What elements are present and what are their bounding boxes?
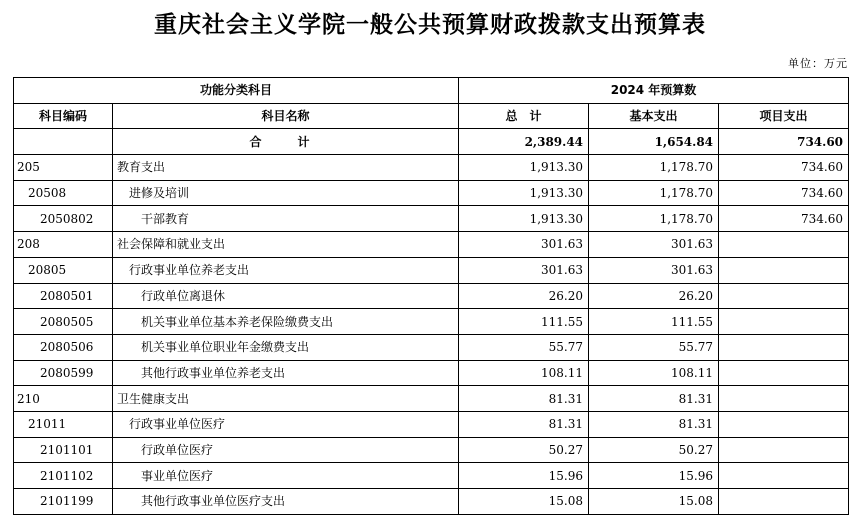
table-row [14, 411, 849, 437]
table-row [14, 309, 849, 335]
row-total: 81.31 [459, 386, 589, 412]
row-total: 111.55 [459, 309, 589, 335]
row-basic: 15.08 [589, 489, 719, 515]
table-row [14, 206, 849, 232]
row-name: 行政单位医疗 [113, 437, 459, 463]
row-basic: 1,178.70 [589, 206, 719, 232]
row-name: 进修及培训 [113, 180, 459, 206]
row-code: 2080506 [14, 334, 113, 360]
header-project: 项目支出 [719, 103, 849, 129]
header-row-columns [14, 103, 849, 129]
row-code: 2080501 [14, 283, 113, 309]
row-total: 301.63 [459, 232, 589, 258]
row-basic: 55.77 [589, 334, 719, 360]
row-code: 2050802 [14, 206, 113, 232]
row-basic: 301.63 [589, 257, 719, 283]
row-project [719, 411, 849, 437]
page-title: 重庆社会主义学院一般公共预算财政拨款支出预算表 [154, 11, 706, 38]
row-code: 208 [14, 232, 113, 258]
row-code: 210 [14, 386, 113, 412]
row-basic: 1,178.70 [589, 180, 719, 206]
row-total: 108.11 [459, 360, 589, 386]
row-project: 734.60 [719, 206, 849, 232]
row-code: 21011 [14, 411, 113, 437]
row-total: 1,913.30 [459, 155, 589, 181]
row-name: 行政事业单位养老支出 [113, 257, 459, 283]
table-row [14, 463, 849, 489]
row-total: 1,913.30 [459, 206, 589, 232]
row-name: 其他行政事业单位医疗支出 [113, 489, 459, 515]
total-project: 734.60 [719, 129, 849, 155]
row-total: 15.08 [459, 489, 589, 515]
total-total: 2,389.44 [459, 129, 589, 155]
row-name: 机关事业单位职业年金缴费支出 [113, 334, 459, 360]
row-project [719, 489, 849, 515]
row-project [719, 232, 849, 258]
row-basic: 81.31 [589, 386, 719, 412]
row-code: 2101102 [14, 463, 113, 489]
row-name: 机关事业单位基本养老保险缴费支出 [113, 309, 459, 335]
row-name: 行政单位离退休 [113, 283, 459, 309]
row-code: 2080599 [14, 360, 113, 386]
total-basic: 1,654.84 [589, 129, 719, 155]
row-total: 55.77 [459, 334, 589, 360]
table-row [14, 257, 849, 283]
table-row [14, 489, 849, 515]
row-total: 81.31 [459, 411, 589, 437]
total-row [14, 129, 849, 155]
row-name: 行政事业单位医疗 [113, 411, 459, 437]
row-name: 其他行政事业单位养老支出 [113, 360, 459, 386]
row-name: 卫生健康支出 [113, 386, 459, 412]
row-basic: 108.11 [589, 360, 719, 386]
row-total: 1,913.30 [459, 180, 589, 206]
header-name: 科目名称 [113, 103, 459, 129]
row-code: 205 [14, 155, 113, 181]
table-row [14, 232, 849, 258]
header-basic: 基本支出 [589, 103, 719, 129]
row-project [719, 283, 849, 309]
table-row [14, 180, 849, 206]
row-basic: 301.63 [589, 232, 719, 258]
header-function-category: 功能分类科目 [14, 78, 459, 104]
budget-table [13, 77, 849, 515]
row-project [719, 437, 849, 463]
row-project: 734.60 [719, 180, 849, 206]
row-project [719, 463, 849, 489]
table-row [14, 386, 849, 412]
row-basic: 1,178.70 [589, 155, 719, 181]
total-code-cell [14, 129, 113, 155]
table-row [14, 437, 849, 463]
row-project: 734.60 [719, 155, 849, 181]
row-name: 社会保障和就业支出 [113, 232, 459, 258]
row-total: 15.96 [459, 463, 589, 489]
row-basic: 26.20 [589, 283, 719, 309]
table-row [14, 334, 849, 360]
header-total: 总 计 [459, 103, 589, 129]
row-code: 2101101 [14, 437, 113, 463]
header-code: 科目编码 [14, 103, 113, 129]
row-total: 301.63 [459, 257, 589, 283]
row-code: 20508 [14, 180, 113, 206]
row-basic: 15.96 [589, 463, 719, 489]
row-total: 26.20 [459, 283, 589, 309]
row-code: 20805 [14, 257, 113, 283]
unit-label: 单位：万元 [788, 57, 848, 70]
row-name: 干部教育 [113, 206, 459, 232]
row-basic: 111.55 [589, 309, 719, 335]
row-code: 2101199 [14, 489, 113, 515]
row-project [719, 334, 849, 360]
row-project [719, 309, 849, 335]
header-budget-year: 2024 年预算数 [459, 78, 849, 104]
row-name: 教育支出 [113, 155, 459, 181]
row-name: 事业单位医疗 [113, 463, 459, 489]
row-project [719, 257, 849, 283]
table-row [14, 155, 849, 181]
row-project [719, 360, 849, 386]
header-row-group [14, 78, 849, 104]
table-row [14, 283, 849, 309]
table-row [14, 360, 849, 386]
row-project [719, 386, 849, 412]
row-code: 2080505 [14, 309, 113, 335]
row-basic: 50.27 [589, 437, 719, 463]
row-total: 50.27 [459, 437, 589, 463]
row-basic: 81.31 [589, 411, 719, 437]
total-label: 合 计 [113, 129, 459, 155]
